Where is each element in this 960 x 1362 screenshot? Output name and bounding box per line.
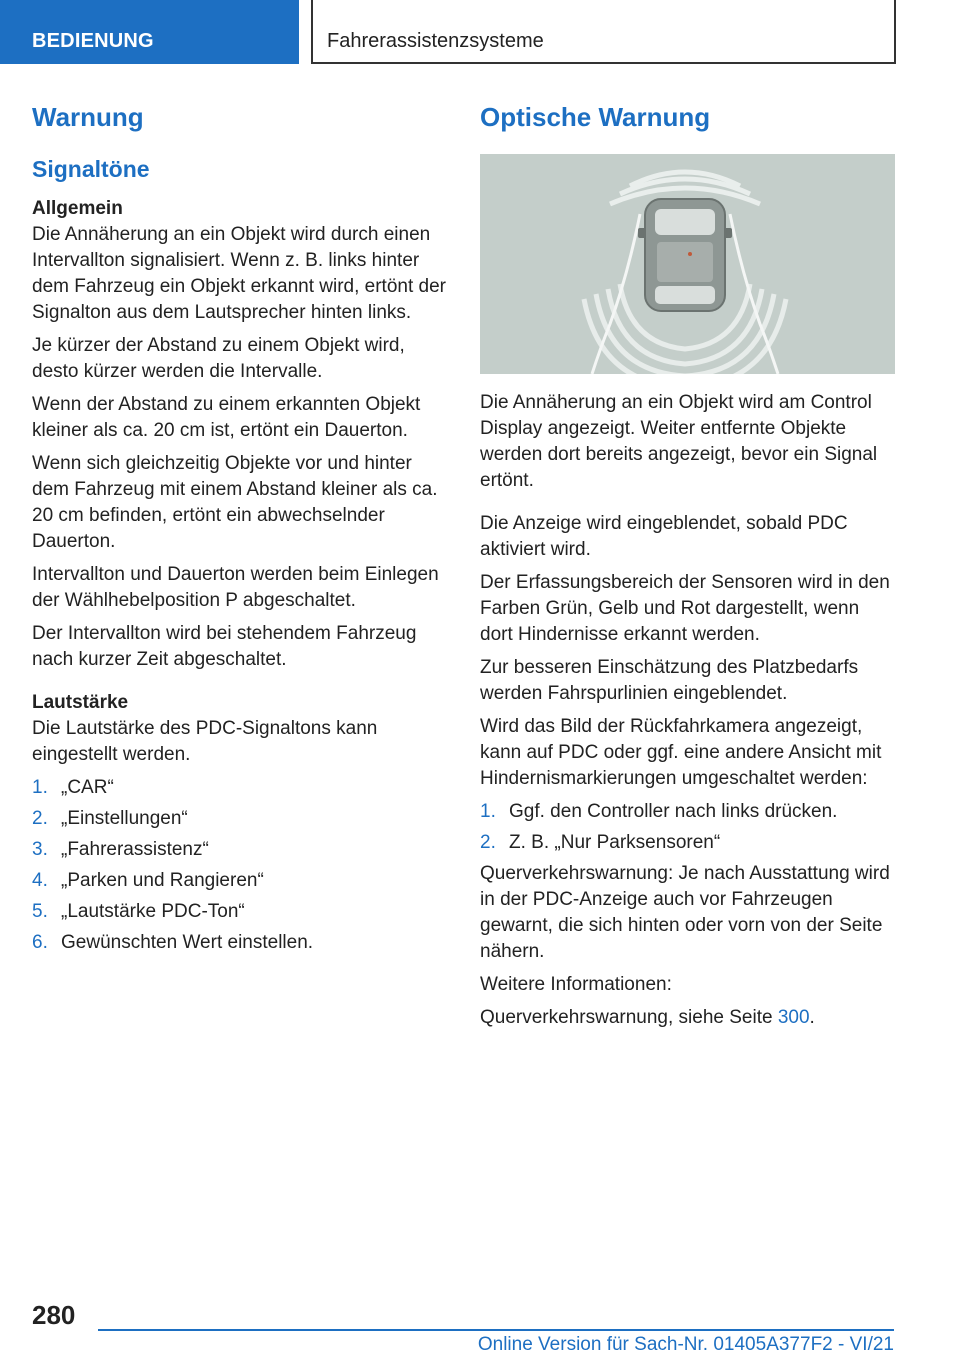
paragraph: Zur besseren Einschätzung des Platzbedarfs werden Fahrspurlinien eingeblendet. [480, 657, 859, 704]
list-item [32, 837, 447, 863]
paragraph: Weitere Informationen: [480, 974, 672, 995]
step-number: 2. [32, 808, 48, 829]
step-number: 4. [32, 870, 48, 891]
step-text: „Parken und Rangieren“ [61, 870, 264, 891]
view-steps-list [480, 799, 895, 856]
list-item [32, 806, 447, 832]
subheading-signaltoene: Signaltöne [32, 156, 150, 182]
footer-divider [98, 1329, 894, 1331]
paragraph: Der Intervallton wird bei stehendem Fahrzeug nach kurzer Zeit abgeschaltet. [32, 623, 417, 670]
step-text: „Fahrerassistenz“ [61, 839, 209, 860]
paragraph: Die Annäherung an ein Objekt wird am Control Display angezeigt. Weiter entfernte Objekte werden dort bereits angezeigt, bevor ein Signal ertönt. [480, 392, 878, 491]
paragraph: Die Lautstärke des PDC-Signaltons kann eingestellt werden. [32, 718, 378, 765]
left-column [32, 100, 447, 961]
paragraph: Intervallton und Dauerton werden beim Einlegen der Wählhebelposition P abgeschaltet. [32, 564, 439, 611]
paragraph: Querverkehrswarnung: Je nach Ausstattung wird in der PDC-Anzeige auch vor Fahrzeugen gewarnt, die sich hinten oder vorn von der Seite nähern. [480, 863, 890, 962]
heading-lautstaerke: Lautstärke [32, 692, 129, 713]
step-number: 5. [32, 901, 48, 922]
paragraph: Wenn sich gleichzeitig Objekte vor und hinter dem Fahrzeug mit einem Abstand kleiner als ca. 20 cm befinden, ertönt ein abwechselnder Dauerton. [32, 453, 438, 552]
parking-sensor-icon [480, 154, 895, 374]
paragraph: Wenn der Abstand zu einem erkannten Objekt kleiner als ca. 20 cm ist, ertönt ein Dauerton. [32, 394, 421, 441]
footer-online-version: Online Version für Sach-Nr. 01405A377F2 - VI/21 [477, 1334, 894, 1355]
step-text: Ggf. den Controller nach links drücken. [509, 801, 838, 822]
list-item [32, 899, 447, 925]
pdc-display-illustration [480, 154, 895, 374]
step-text: Gewünschten Wert einstellen. [61, 932, 314, 953]
right-column [480, 100, 895, 1038]
step-number: 2. [480, 832, 496, 853]
list-item [32, 775, 447, 801]
step-text: „Lautstärke PDC-Ton“ [61, 901, 245, 922]
step-number: 1. [480, 801, 496, 822]
paragraph: Die Annäherung an ein Objekt wird durch einen Intervallton signalisiert. Wenn z. B. links hinter dem Fahrzeug ein Objekt erkannt wird, ertönt der Signalton aus dem Lautsprecher hinten links. [32, 224, 446, 323]
list-item [480, 830, 895, 856]
list-item [32, 930, 447, 956]
paragraph: Die Anzeige wird eingeblendet, sobald PDC aktiviert wird. [480, 513, 848, 560]
list-item [480, 799, 895, 825]
step-text: „CAR“ [61, 777, 114, 798]
section-tab: BEDIENUNG [0, 0, 299, 64]
paragraph: Je kürzer der Abstand zu einem Objekt wird, desto kürzer werden die Intervalle. [32, 335, 405, 382]
page-reference-link[interactable]: 300 [777, 1007, 810, 1028]
step-number: 6. [32, 932, 48, 953]
heading-allgemein: Allgemein [32, 198, 123, 219]
chapter-title: Fahrerassistenzsysteme [311, 0, 896, 64]
volume-steps-list [32, 775, 447, 956]
section-heading-warnung: Warnung [32, 102, 144, 132]
list-item [32, 868, 447, 894]
reference-text: Querverkehrswarnung, siehe Seite [480, 1007, 778, 1028]
paragraph: Der Erfassungsbereich der Sensoren wird in den Farben Grün, Gelb und Rot dargestellt, wenn dort Hindernisse erkannt werden. [480, 572, 890, 645]
cross-reference [480, 1005, 895, 1031]
step-number: 1. [32, 777, 48, 798]
reference-end: . [809, 1007, 815, 1028]
step-text: „Einstellungen“ [61, 808, 188, 829]
paragraph: Wird das Bild der Rückfahrkamera angezeigt, kann auf PDC oder ggf. eine andere Ansicht mit Hindernismarkierungen umgeschaltet werden: [480, 716, 882, 789]
step-number: 3. [32, 839, 48, 860]
page-number: 280 [32, 1300, 76, 1330]
step-text: Z. B. „Nur Parksensoren“ [509, 832, 721, 853]
section-heading-optische-warnung: Optische Warnung [480, 102, 711, 132]
